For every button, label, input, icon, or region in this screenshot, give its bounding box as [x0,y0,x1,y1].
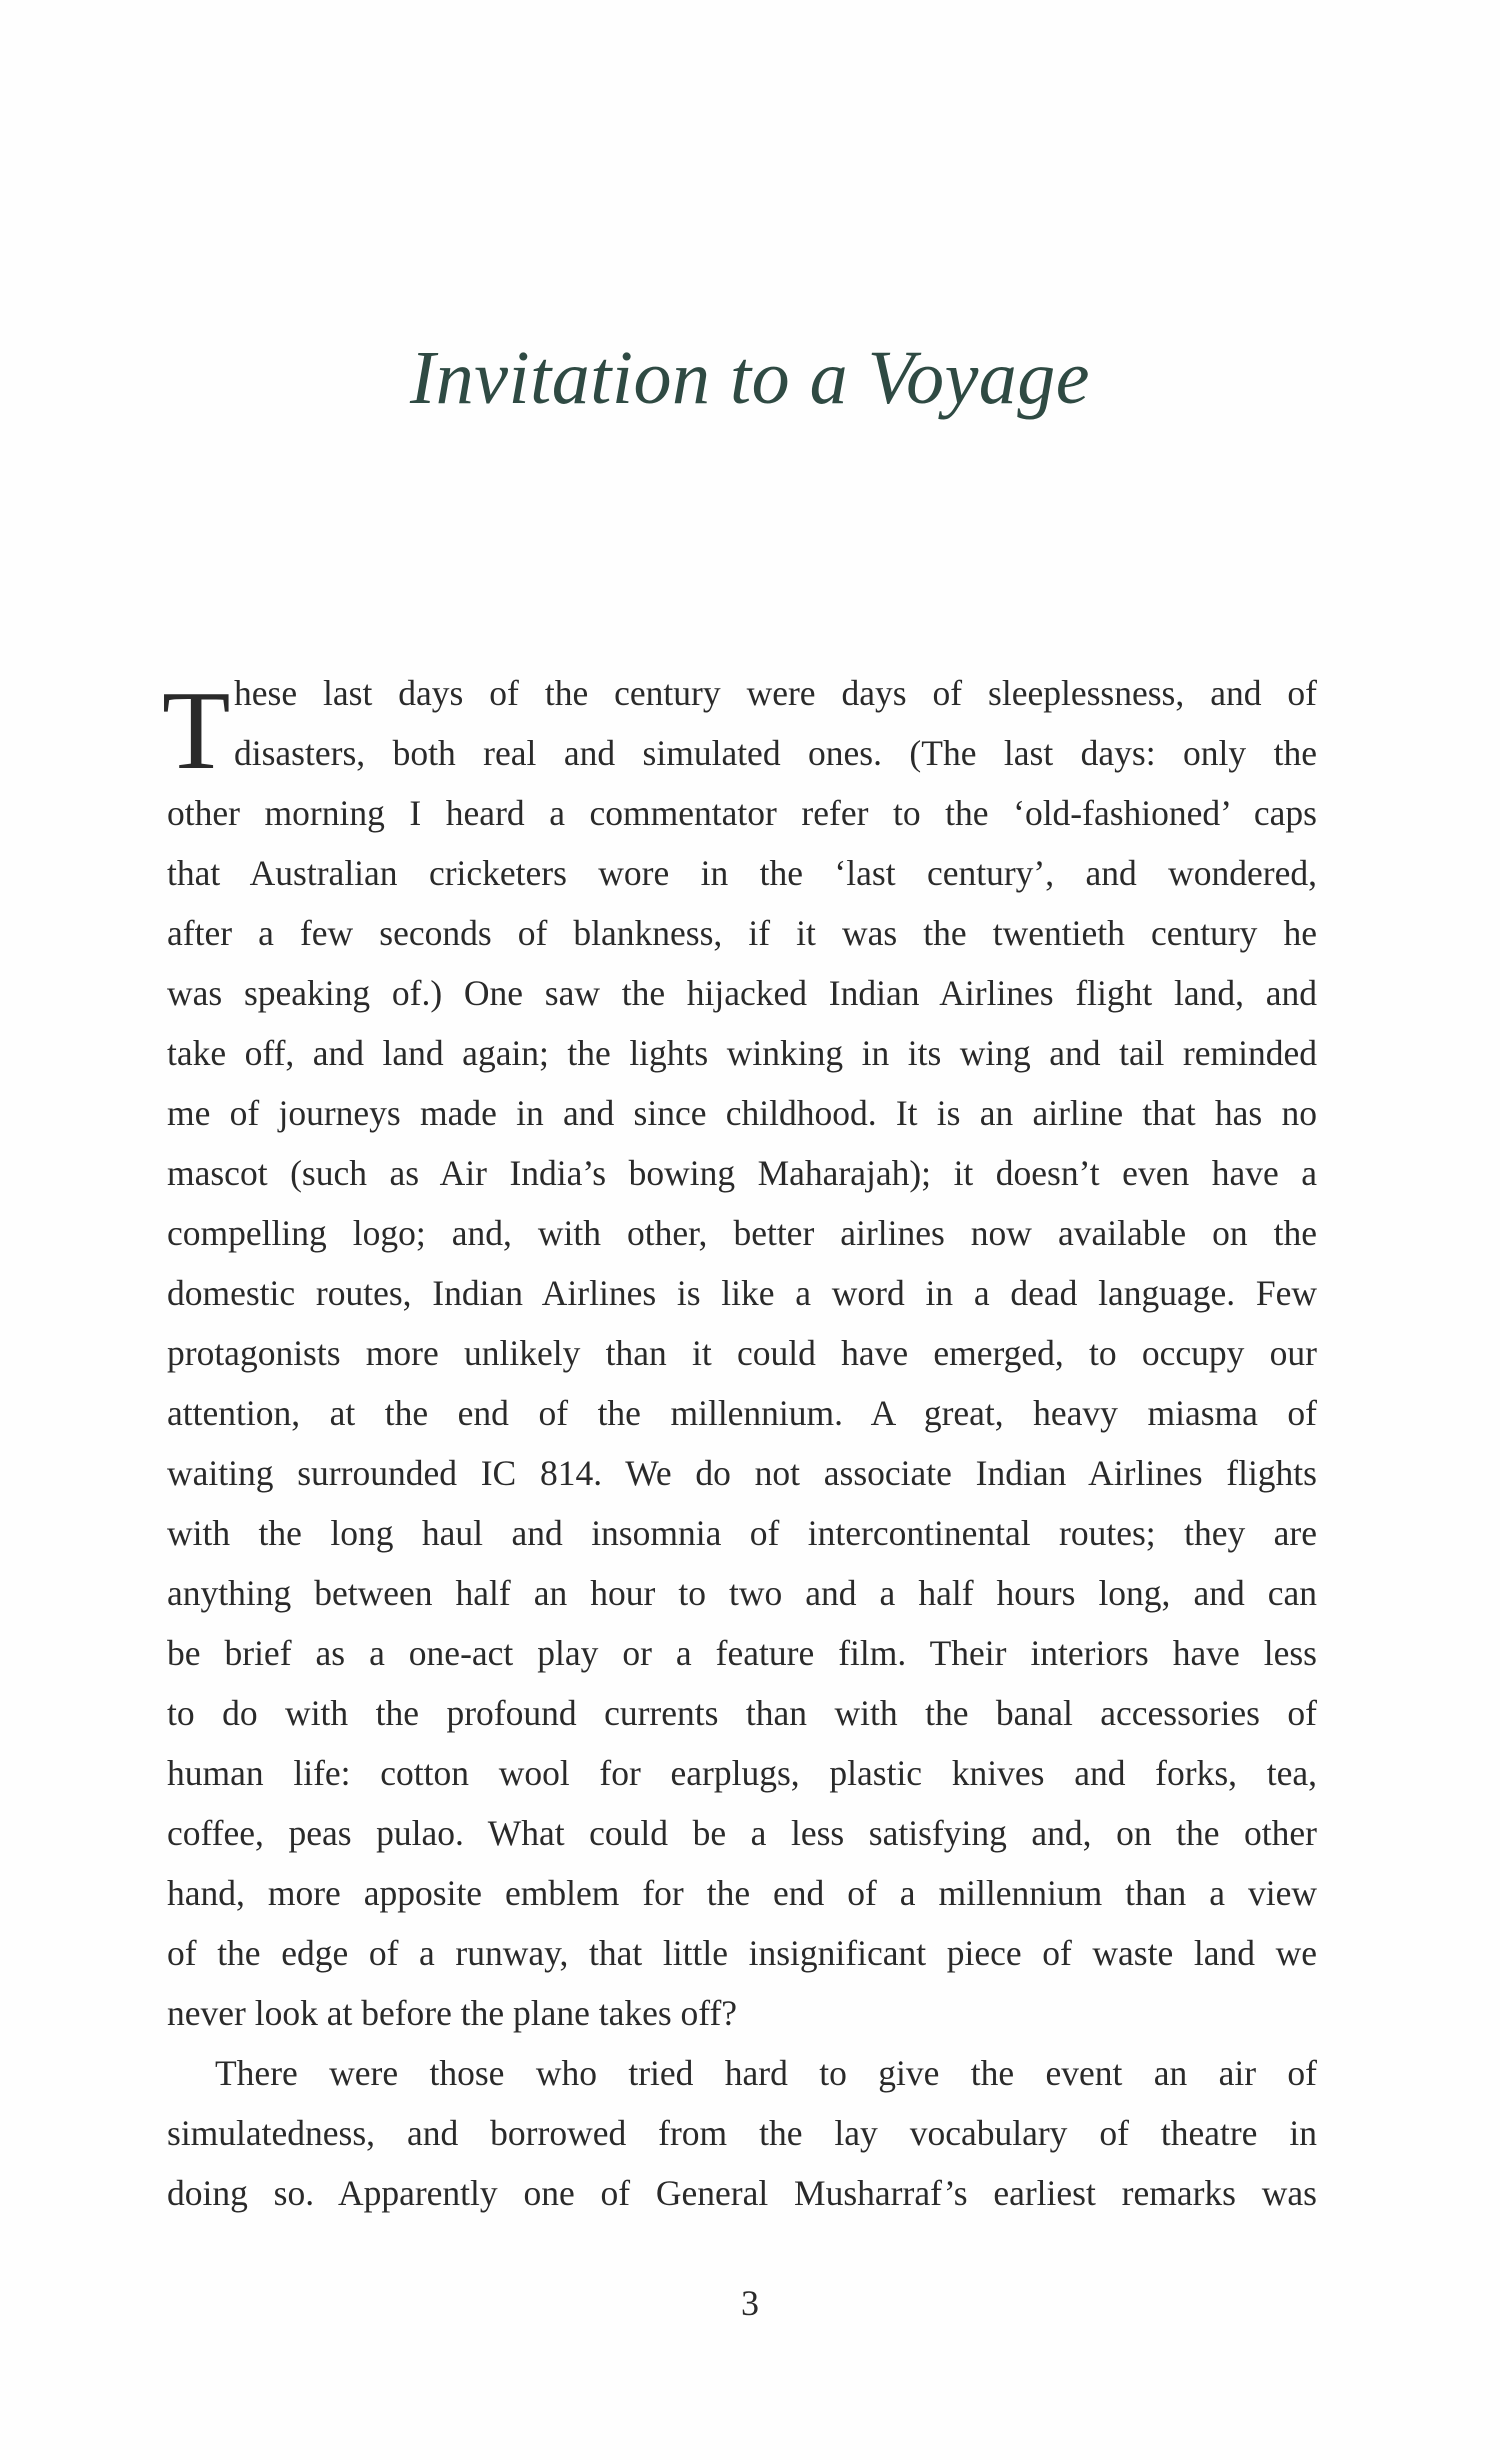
text-line: anything between half an hour to two and a half hours long, and can [167,1573,1317,1613]
text-line: coffee, peas pulao. What could be a less satisfying and, on the other [167,1813,1317,1853]
text-line: other morning I heard a commentator refer to the ‘old-fashioned’ caps [167,793,1317,833]
text-line: simulatedness, and borrowed from the lay vocabulary of theatre in [167,2113,1317,2153]
text-line: There were those who tried hard to give the event an air of [215,2053,1317,2093]
body-text [162,663,1317,2223]
text-line: me of journeys made in and since childhood. It is an airline that has no [167,1093,1317,1133]
text-line: domestic routes, Indian Airlines is like a word in a dead language. Few [167,1273,1317,1313]
text-line: mascot (such as Air India’s bowing Maharajah); it doesn’t even have a [167,1153,1317,1193]
text-line: hand, more apposite emblem for the end of a millennium than a view [167,1873,1317,1913]
text-line: with the long haul and insomnia of intercontinental routes; they are [167,1513,1317,1553]
text-line: of the edge of a runway, that little insignificant piece of waste land we [167,1933,1317,1973]
text-line: attention, at the end of the millennium. A great, heavy miasma of [167,1393,1317,1433]
text-line: human life: cotton wool for earplugs, plastic knives and forks, tea, [167,1753,1317,1793]
text-line: that Australian cricketers wore in the ‘last century’, and wondered, [167,853,1317,893]
text-line: compelling logo; and, with other, better airlines now available on the [167,1213,1317,1253]
text-line: hese last days of the century were days of sleeplessness, and of [234,673,1317,713]
text-line: was speaking of.) One saw the hijacked Indian Airlines flight land, and [167,973,1317,1013]
text-line: never look at before the plane takes off? [167,1993,738,2033]
text-line: be brief as a one-act play or a feature film. Their interiors have less [167,1633,1317,1673]
drop-cap: T [162,669,231,793]
text-line: protagonists more unlikely than it could have emerged, to occupy our [167,1333,1317,1373]
page-number: 3 [741,2283,759,2323]
text-line: doing so. Apparently one of General Musharraf’s earliest remarks was [167,2173,1317,2213]
text-line: take off, and land again; the lights winking in its wing and tail reminded [167,1033,1317,1073]
text-line: after a few seconds of blankness, if it was the twentieth century he [167,913,1317,953]
text-line: disasters, both real and simulated ones. (The last days: only the [234,733,1317,773]
chapter-title: Invitation to a Voyage [409,336,1091,420]
text-line: to do with the profound currents than with the banal accessories of [167,1693,1317,1733]
text-line: waiting surrounded IC 814. We do not associate Indian Airlines flights [167,1453,1317,1493]
